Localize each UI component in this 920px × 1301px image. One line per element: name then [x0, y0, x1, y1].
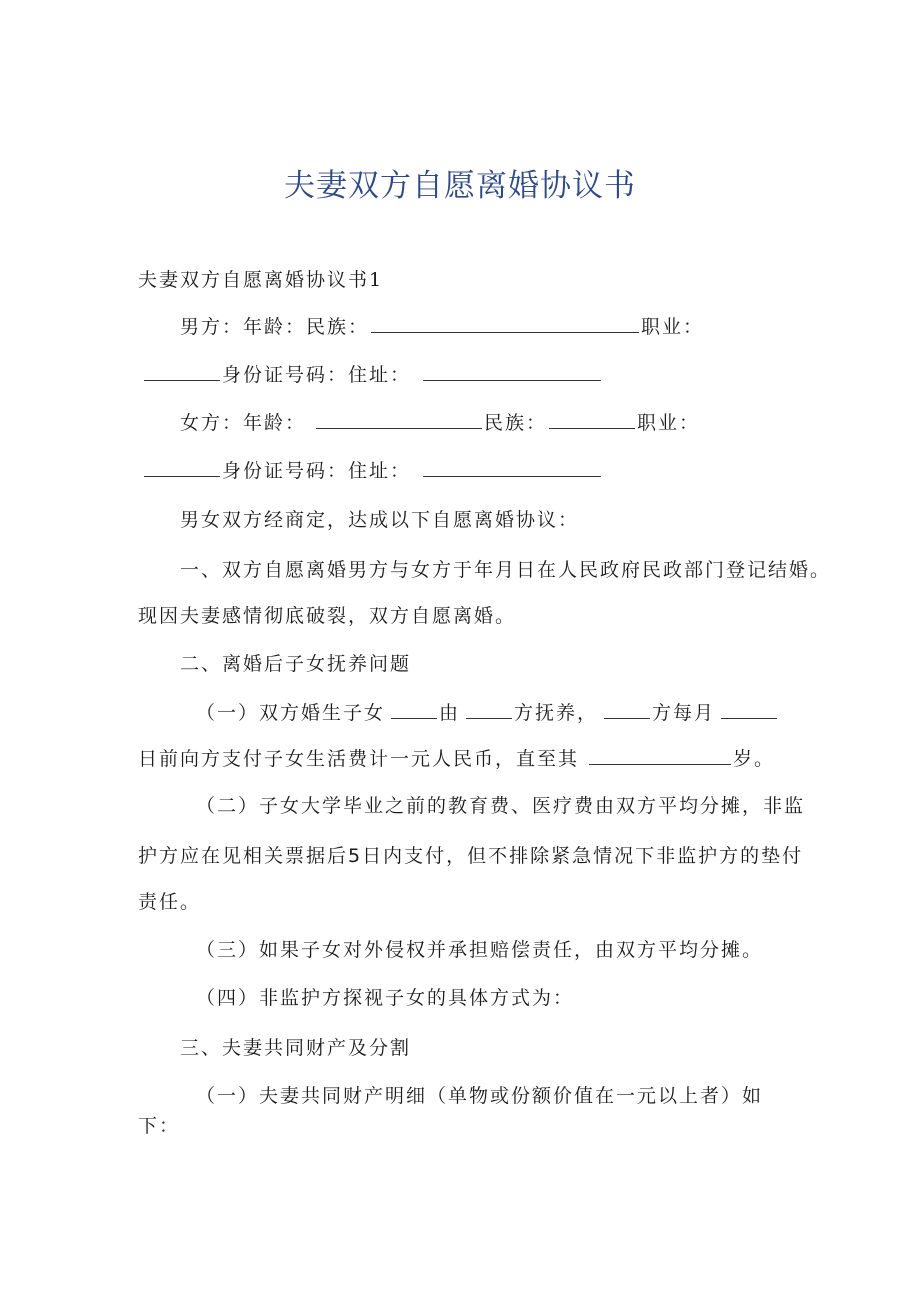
item-1-part-b: 由 [439, 702, 461, 724]
female-age-blank [316, 408, 482, 429]
male-occupation-blank [144, 360, 220, 381]
female-address-blank [423, 456, 601, 477]
section-3-item-1-line-1: （一）夫妻共同财产明细（单物或份额价值在一元以上者）如 [196, 1085, 764, 1107]
section-2-item-2-line-3: 责任。 [138, 891, 202, 913]
female-occupation-blank [144, 456, 220, 477]
section-2-item-2-line-1: （二）子女大学毕业之前的教育费、医疗费由双方平均分摊，非监 [196, 795, 806, 817]
section-2-item-4: （四）非监护方探视子女的具体方式为： [196, 987, 575, 1009]
section-subtitle: 夫妻双方自愿离婚协议书1 [138, 269, 384, 291]
day-blank [721, 698, 777, 719]
document-title: 夫妻双方自愿离婚协议书 [284, 168, 636, 204]
section-3-item-1-line-2: 下： [138, 1115, 181, 1137]
age-blank [589, 744, 731, 765]
section-2-item-3: （三）如果子女对外侵权并承担赔偿责任，由双方平均分摊。 [196, 939, 764, 961]
male-address-blank [423, 360, 601, 381]
section-3-heading: 三、夫妻共同财产及分割 [180, 1037, 412, 1059]
item-2-line-2-part-b: 日内支付，但不排除紧急情况下非监护方的垫付 [362, 845, 804, 867]
item-1-part-a: （一）双方婚生子女 [196, 702, 386, 724]
male-info-line-2 [142, 360, 603, 389]
section-2-heading: 二、离婚后子女抚养问题 [180, 653, 412, 675]
child-blank [391, 698, 437, 719]
male-occupation-label: 职业： [641, 316, 705, 338]
item-1-line-2-part-a: 日前向方支付子女生活费计一元人民币，直至其 [138, 748, 580, 770]
item-2-days-number: 5 [348, 845, 363, 867]
item-2-line-2-part-a: 护方应在见相关票据后 [138, 845, 349, 867]
section-2-item-1-line-2 [138, 744, 775, 773]
male-info-line-1 [180, 312, 704, 341]
custodian-blank [466, 698, 512, 719]
female-info-line-1 [180, 408, 700, 437]
female-occupation-label: 职业： [637, 412, 701, 434]
section-2-item-1-line-1 [196, 698, 779, 727]
section-1-line-2: 现因夫妻感情彻底破裂，双方自愿离婚。 [138, 605, 517, 627]
section-1-line-1: 一、双方自愿离婚男方与女方于年月日在人民政府民政部门登记结婚。 [180, 559, 832, 581]
male-ethnicity-blank [371, 312, 639, 333]
intro-paragraph: 男女双方经商定，达成以下自愿离婚协议： [180, 509, 580, 531]
female-age-label: 女方：年龄： [180, 412, 307, 434]
female-info-line-2 [142, 456, 603, 485]
female-ethnicity-blank [549, 408, 635, 429]
male-id-address-label: 身份证号码：住址： [222, 364, 412, 386]
item-1-part-d: 方每月 [652, 702, 716, 724]
female-id-address-label: 身份证号码：住址： [222, 460, 412, 482]
item-1-part-c: 方抚养， [514, 702, 599, 724]
female-ethnicity-label: 民族： [484, 412, 548, 434]
section-2-item-2-line-2 [138, 842, 803, 870]
male-age-ethnicity-label: 男方：年龄：民族： [180, 316, 370, 338]
payer-blank [604, 698, 650, 719]
item-1-line-2-part-b: 岁。 [733, 748, 776, 770]
